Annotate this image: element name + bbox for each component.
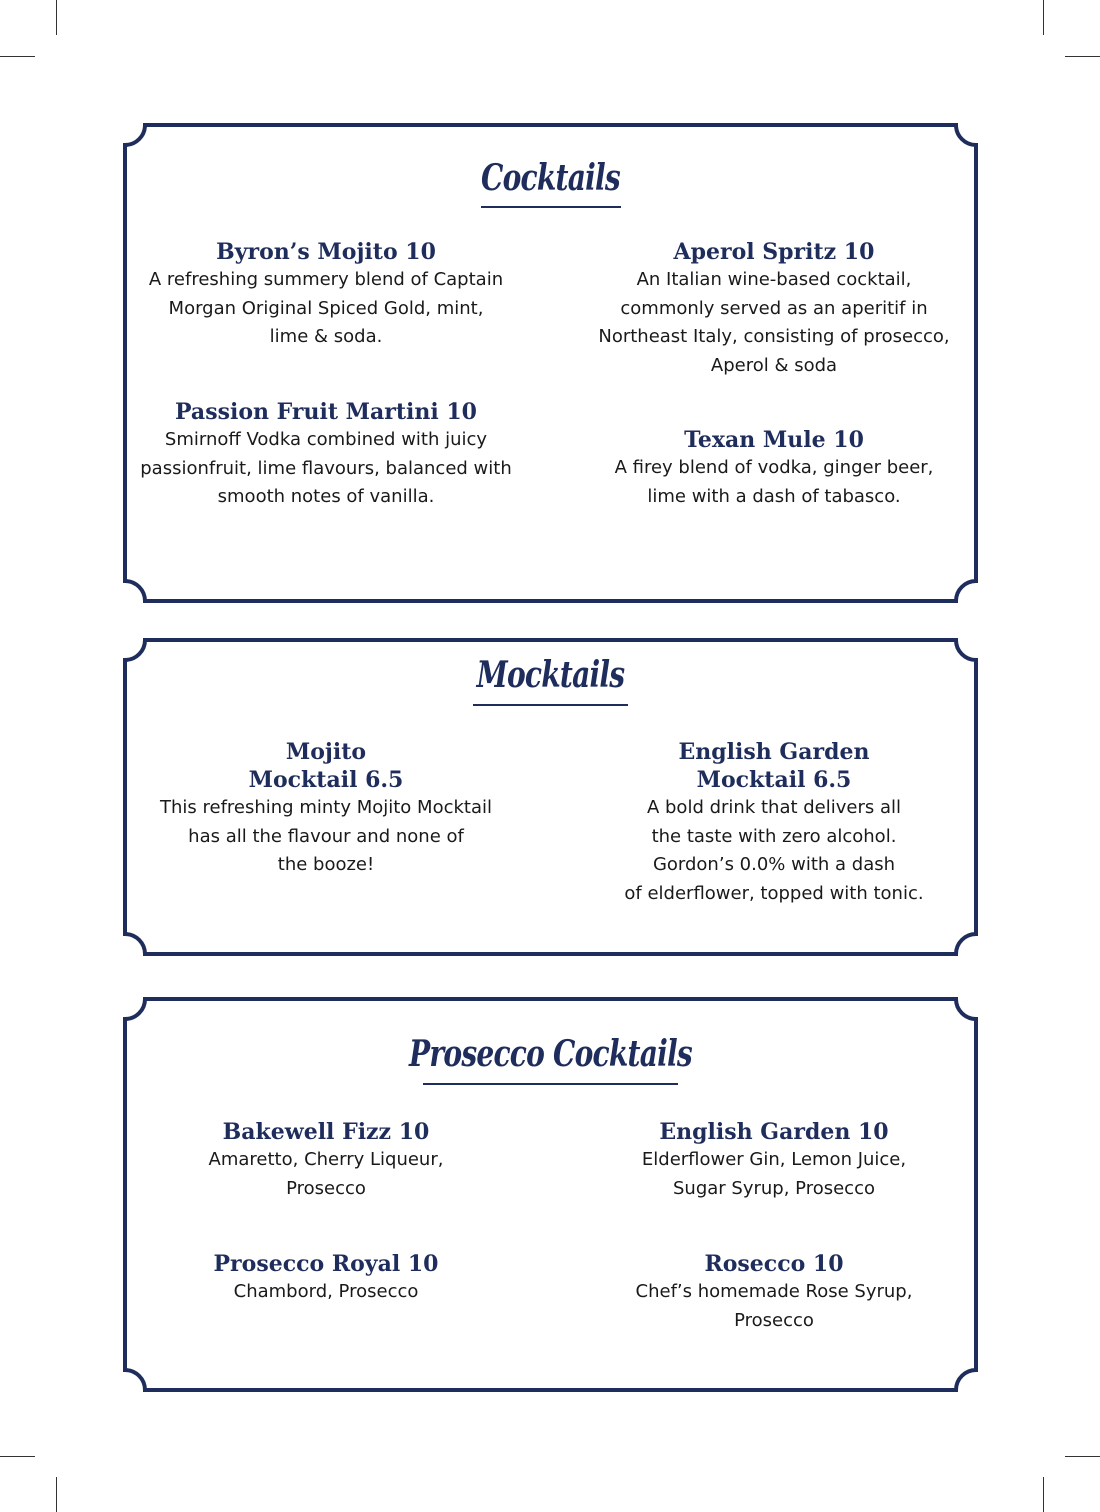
- item-name: Bakewell Fizz 10: [222, 1119, 430, 1145]
- item-name: English Garden 10: [659, 1119, 889, 1145]
- item-description: A firey blend of vodka, ginger beer, lime with a dash of tabasco.: [614, 457, 934, 507]
- menu-item: [136, 398, 516, 512]
- crop-mark: [56, 0, 57, 35]
- item-description: Smirnoff Vodka combined with juicy passionfruit, lime flavours, balanced with smooth notes of vanilla.: [140, 429, 512, 507]
- item-name: English Garden Mocktail 6.5: [678, 739, 870, 793]
- mocktails-panel: [123, 638, 978, 956]
- item-name: Aperol Spritz 10: [673, 239, 875, 265]
- item-name: Rosecco 10: [704, 1251, 844, 1277]
- menu-item: [584, 1250, 964, 1335]
- menu-item: [136, 238, 516, 352]
- item-name: Prosecco Royal 10: [213, 1251, 439, 1277]
- crop-mark: [1043, 0, 1044, 35]
- item-description: Elderflower Gin, Lemon Juice, Sugar Syrup, Prosecco: [641, 1149, 907, 1199]
- item-description: An Italian wine-based cocktail, commonly served as an aperitif in Northeast Italy, consisting of prosecco, Aperol & soda: [598, 269, 950, 376]
- crop-mark: [1065, 56, 1100, 57]
- item-name: Byron’s Mojito 10: [216, 239, 436, 265]
- item-name: Mojito Mocktail 6.5: [248, 739, 404, 793]
- menu-item: [584, 1118, 964, 1203]
- item-description: Amaretto, Cherry Liqueur, Prosecco: [208, 1149, 444, 1199]
- menu-item: [136, 1250, 516, 1307]
- item-description: This refreshing minty Mojito Mocktail has all the flavour and none of the booze!: [159, 797, 492, 875]
- menu-item: [584, 426, 964, 511]
- menu-item: [584, 238, 964, 380]
- item-description: A refreshing summery blend of Captain Morgan Original Spiced Gold, mint, lime & soda.: [148, 269, 504, 347]
- item-description: Chef’s homemade Rose Syrup, Prosecco: [635, 1281, 913, 1331]
- crop-mark: [1065, 1456, 1100, 1457]
- title-underline: [481, 206, 621, 208]
- crop-mark: [1043, 1477, 1044, 1512]
- crop-mark: [0, 1456, 35, 1457]
- item-name: Passion Fruit Martini 10: [174, 399, 477, 425]
- item-description: A bold drink that delivers all the taste with zero alcohol. Gordon’s 0.0% with a dash of elderflower, topped with tonic.: [624, 797, 924, 904]
- section-title: Cocktails: [481, 157, 620, 199]
- menu-item: [584, 738, 964, 908]
- prosecco-cocktails-panel: [123, 997, 978, 1392]
- title-underline: [473, 704, 628, 706]
- section-title: Mocktails: [476, 654, 625, 696]
- menu-item: [136, 738, 516, 880]
- item-name: Texan Mule 10: [684, 427, 864, 453]
- crop-mark: [0, 56, 35, 57]
- item-description: Chambord, Prosecco: [233, 1281, 419, 1302]
- menu-item: [136, 1118, 516, 1203]
- section-title: Prosecco Cocktails: [409, 1033, 692, 1075]
- cocktails-panel: [123, 123, 978, 603]
- title-underline: [423, 1083, 678, 1085]
- crop-mark: [56, 1477, 57, 1512]
